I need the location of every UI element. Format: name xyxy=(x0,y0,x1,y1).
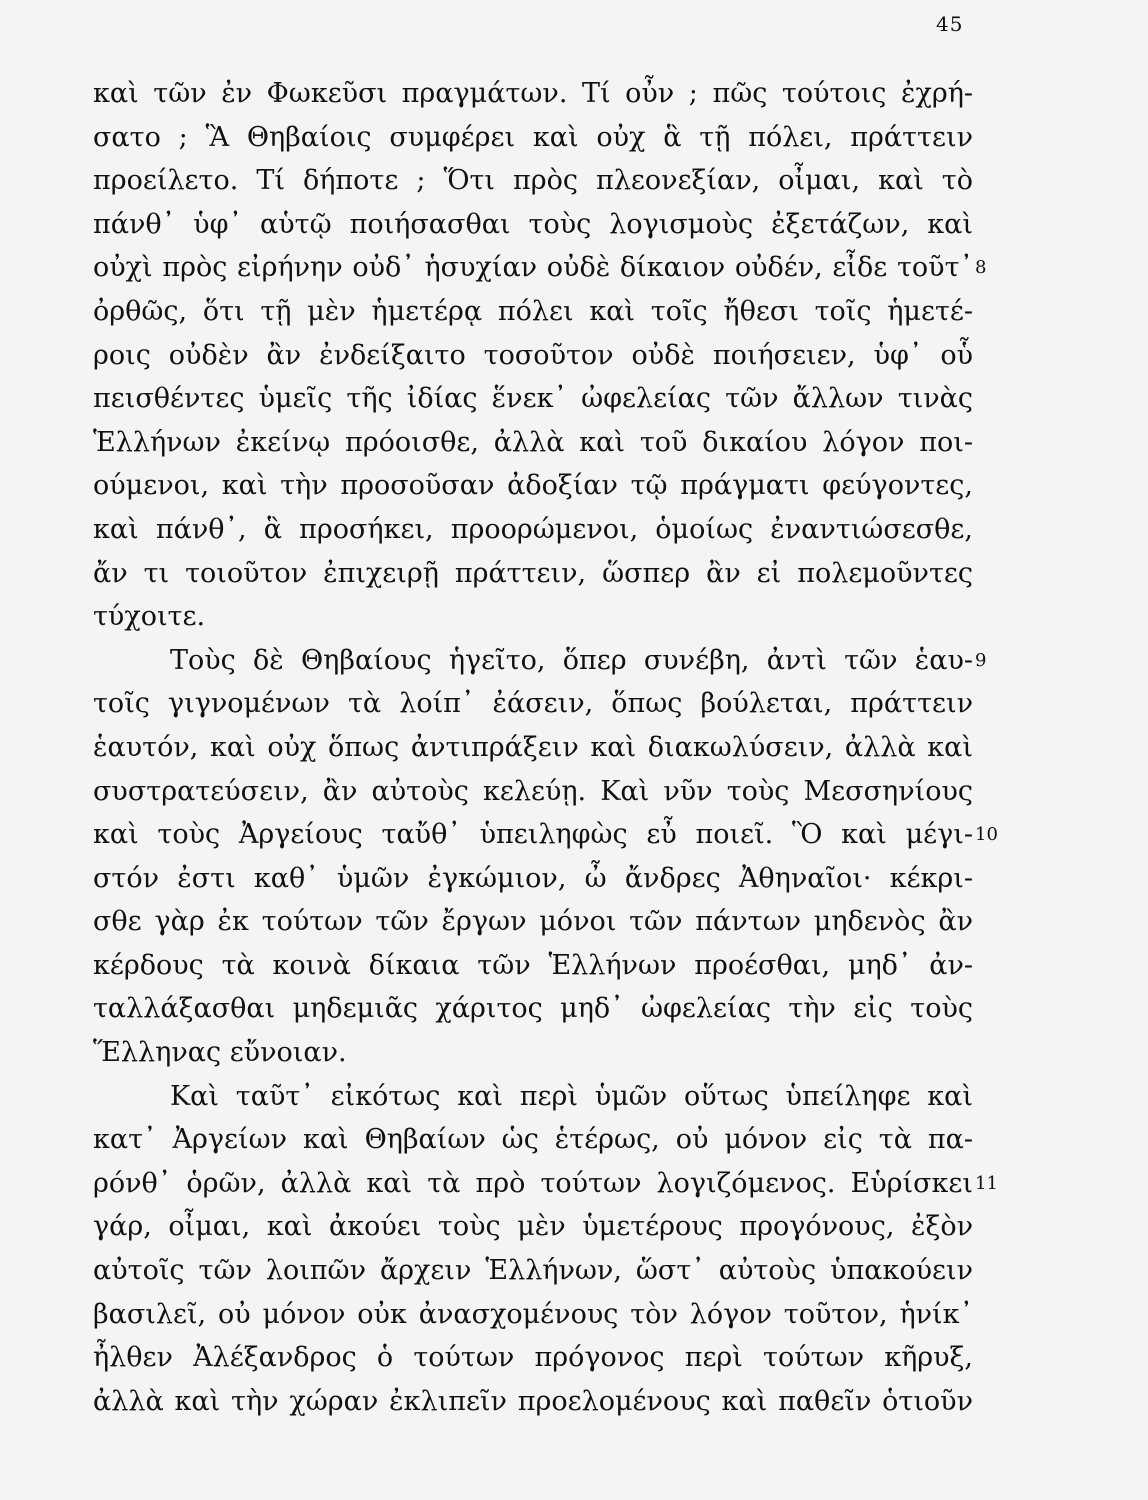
line-text: ρόνθ᾽ ὁρῶν, ἀλλὰ καὶ τὰ πρὸ τούτων λογιζόμενος. Εὑρίσκει xyxy=(93,1167,973,1199)
section-number: 8 xyxy=(975,257,987,279)
text-line xyxy=(93,639,987,683)
text-line xyxy=(93,770,973,814)
text-line xyxy=(93,421,973,465)
text-line xyxy=(93,944,973,988)
line-text: βασιλεῖ, οὐ μόνον οὐκ ἀνασχομένους τὸν λόγον τοῦτον, ἡνίκ᾽ xyxy=(93,1298,973,1330)
line-text: ροις οὐδὲν ἂν ἐνδείξαιτο τοσοῦτον οὐδὲ ποιήσειεν, ὑφ᾽ οὗ xyxy=(93,339,973,371)
text-line xyxy=(93,552,973,596)
text-line xyxy=(93,1031,973,1075)
text-line xyxy=(93,726,973,770)
text-line xyxy=(93,1075,973,1119)
line-text: αὐτοῖς τῶν λοιπῶν ἄρχειν Ἑλλήνων, ὥστ᾽ αὐτοὺς ὑπακούειν xyxy=(93,1255,973,1287)
line-text: Καὶ ταῦτ᾽ εἰκότως καὶ περὶ ὑμῶν οὕτως ὑπείληφε καὶ xyxy=(170,1080,973,1112)
line-text: ἀλλὰ καὶ τὴν χώραν ἐκλιπεῖν προελομένους καὶ παθεῖν ὁτιοῦν xyxy=(93,1385,973,1417)
page-number: 45 xyxy=(936,12,964,36)
line-text: στόν ἐστι καθ᾽ ὑμῶν ἐγκώμιον, ὦ ἄνδρες Ἀθηναῖοι· κέκρι- xyxy=(93,862,973,894)
line-text: ἦλθεν Ἀλέξανδρος ὁ τούτων πρόγονος περὶ τούτων κῆρυξ, xyxy=(93,1342,973,1374)
line-text: τύχοιτε. xyxy=(93,601,206,633)
text-line xyxy=(93,595,973,639)
text-line xyxy=(93,290,973,334)
line-text: ὀρθῶς, ὅτι τῇ μὲν ἡμετέρᾳ πόλει καὶ τοῖς ἤθεσι τοῖς ἡμετέ- xyxy=(93,295,973,327)
text-line xyxy=(93,116,973,160)
line-text: καὶ πάνθ᾽, ἃ προσήκει, προορώμενοι, ὁμοίως ἐναντιώσεσθε, xyxy=(93,513,973,545)
section-number: 10 xyxy=(975,824,998,846)
line-text: καὶ τῶν ἐν Φωκεῦσι πραγμάτων. Τί οὖν ; πῶς τούτοις ἐχρή- xyxy=(93,78,973,109)
line-text: ούμενοι, καὶ τὴν προσοῦσαν ἀδοξίαν τῷ πράγματι φεύγοντες, xyxy=(93,470,973,502)
line-text: προείλετο. Τί δήποτε ; Ὅτι πρὸς πλεονεξίαν, οἶμαι, καὶ τὸ xyxy=(93,165,973,197)
line-text: ταλλάξασθαι μηδεμιᾶς χάριτος μηδ᾽ ὠφελείας τὴν εἰς τοὺς xyxy=(93,993,973,1025)
text-line xyxy=(93,508,973,552)
line-text: σατο ; Ἃ Θηβαίοις συμφέρει καὶ οὐχ ἃ τῇ πόλει, πράττειν xyxy=(93,121,973,153)
line-text: σθε γὰρ ἐκ τούτων τῶν ἔργων μόνοι τῶν πάντων μηδενὸς ἂν xyxy=(93,906,973,938)
line-text: τοῖς γιγνομένων τὰ λοίπ᾽ ἐάσειν, ὅπως βούλεται, πράττειν xyxy=(93,688,973,720)
text-block xyxy=(93,72,998,1423)
line-text: πεισθέντες ὑμεῖς τῆς ἰδίας ἕνεκ᾽ ὠφελείας τῶν ἄλλων τινὰς xyxy=(93,383,973,415)
line-text: συστρατεύσειν, ἂν αὐτοὺς κελεύῃ. Καὶ νῦν τοὺς Μεσσηνίους xyxy=(93,775,973,807)
text-line xyxy=(93,203,973,247)
line-text: γάρ, οἶμαι, καὶ ἀκούει τοὺς μὲν ὑμετέρους προγόνους, ἐξὸν xyxy=(93,1211,973,1243)
text-line xyxy=(93,1249,973,1293)
text-line xyxy=(93,1380,973,1424)
text-line xyxy=(93,857,973,901)
text-line xyxy=(93,1205,973,1249)
text-line xyxy=(93,1162,998,1206)
line-text: οὐχὶ πρὸς εἰρήνην οὐδ᾽ ἡσυχίαν οὐδὲ δίκαιον οὐδέν, εἶδε τοῦτ᾽ xyxy=(93,252,973,284)
text-line xyxy=(93,377,973,421)
text-line xyxy=(93,246,987,290)
section-number: 9 xyxy=(975,649,987,671)
text-line xyxy=(93,1118,973,1162)
text-line xyxy=(93,682,973,726)
line-text: καὶ τοὺς Ἀργείους ταὔθ᾽ ὑπειληφὼς εὖ ποιεῖ. Ὃ καὶ μέγι- xyxy=(93,819,973,851)
text-line xyxy=(93,813,998,857)
text-line xyxy=(93,334,973,378)
text-line xyxy=(93,464,973,508)
text-line xyxy=(93,72,973,116)
line-text: ἑαυτόν, καὶ οὐχ ὅπως ἀντιπράξειν καὶ διακωλύσειν, ἀλλὰ καὶ xyxy=(93,731,973,763)
line-text: Ἕλληνας εὔνοιαν. xyxy=(93,1037,347,1069)
line-text: Ἑλλήνων ἐκείνῳ πρόοισθε, ἀλλὰ καὶ τοῦ δικαίου λόγον ποι- xyxy=(93,426,973,458)
line-text: κατ᾽ Ἀργείων καὶ Θηβαίων ὡς ἑτέρως, οὐ μόνον εἰς τὰ πα- xyxy=(93,1124,973,1156)
line-text: πάνθ᾽ ὑφ᾽ αὑτῷ ποιήσασθαι τοὺς λογισμοὺς ἐξετάζων, καὶ xyxy=(93,208,973,240)
line-text: ἄν τι τοιοῦτον ἐπιχειρῇ πράττειν, ὥσπερ ἂν εἰ πολεμοῦντες xyxy=(93,557,973,589)
text-line xyxy=(93,1293,973,1337)
text-line xyxy=(93,159,973,203)
section-number: 11 xyxy=(975,1172,998,1194)
line-text: Τοὺς δὲ Θηβαίους ἡγεῖτο, ὅπερ συνέβη, ἀντὶ τῶν ἑαυ- xyxy=(170,644,973,676)
line-text: κέρδους τὰ κοινὰ δίκαια τῶν Ἑλλήνων προέσθαι, μηδ᾽ ἀν- xyxy=(93,949,973,981)
text-line xyxy=(93,987,973,1031)
text-line xyxy=(93,900,973,944)
text-line xyxy=(93,1336,973,1380)
